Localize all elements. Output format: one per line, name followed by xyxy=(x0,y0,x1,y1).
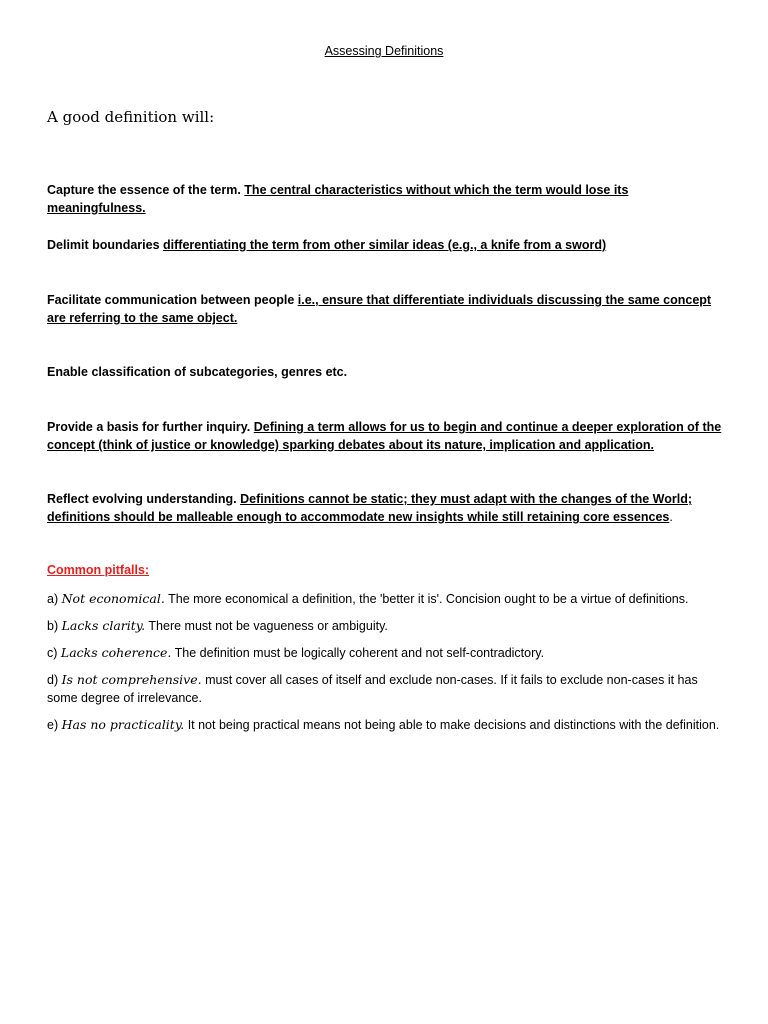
pitfall-letter: a) xyxy=(47,592,59,606)
pitfall-item xyxy=(47,671,727,707)
pitfall-letter: c) xyxy=(47,646,58,660)
criterion-inquiry xyxy=(47,418,727,454)
criterion-lead: Provide a basis for further inquiry. xyxy=(47,420,251,434)
pitfall-letter: e) xyxy=(47,718,59,732)
criterion-lead: Facilitate communication between people xyxy=(47,293,295,307)
pitfall-item xyxy=(47,617,727,635)
pitfall-text: It not being practical means not being able to make decisions and distinctions with the definition. xyxy=(187,718,720,732)
criterion-boundaries xyxy=(47,236,727,254)
pitfalls-heading: Common pitfalls: xyxy=(47,563,150,577)
criterion-detail: Definitions cannot be static; they must adapt with the changes of the World; definitions should be malleable enough to accommodate new insights while still retaining core essences xyxy=(47,492,692,524)
pitfall-letter: d) xyxy=(47,673,59,687)
criterion-detail: Defining a term allows for us to begin and continue a deeper exploration of the concept (think of justice or knowledge) sparking debates about its nature, implication and application. xyxy=(47,420,722,452)
pitfall-term: Has no practicality. xyxy=(61,717,185,732)
pitfall-letter: b) xyxy=(47,619,59,633)
criterion-essence xyxy=(47,181,727,217)
pitfall-item xyxy=(47,716,727,734)
document-title: Assessing Definitions xyxy=(324,44,444,58)
criterion-lead: Reflect evolving understanding. xyxy=(47,492,237,506)
pitfall-term: Is not comprehensive. xyxy=(61,672,202,687)
criterion-lead: Enable classification of subcategories, genres etc. xyxy=(47,365,348,379)
criterion-detail: differentiating the term from other similar ideas (e.g., a knife from a sword) xyxy=(163,238,607,252)
pitfall-text: There must not be vagueness or ambiguity. xyxy=(148,619,388,633)
criterion-evolving xyxy=(47,490,727,526)
pitfall-text: The more economical a definition, the 'better it is'. Concision ought to be a virtue of definitions. xyxy=(168,592,689,606)
criterion-detail: i.e., ensure that differentiate individuals discussing the same concept are referring to the same object. xyxy=(47,293,712,325)
pitfall-text: The definition must be logically coherent and not self-contradictory. xyxy=(174,646,545,660)
criterion-communication xyxy=(47,291,727,327)
pitfall-term: Lacks coherence. xyxy=(60,645,172,660)
pitfall-text: must cover all cases of itself and exclude non-cases. If it fails to exclude non-cases it has some degree of irrelevance. xyxy=(47,673,698,705)
criterion-detail: The central characteristics without which the term would lose its meaningfulness. xyxy=(47,183,629,215)
intro-heading: A good definition will: xyxy=(47,108,215,126)
pitfall-term: Not economical. xyxy=(61,591,165,606)
pitfall-item xyxy=(47,644,727,662)
pitfall-term: Lacks clarity. xyxy=(61,618,146,633)
criterion-lead: Delimit boundaries xyxy=(47,238,160,252)
pitfall-item xyxy=(47,590,727,608)
criterion-tail: . xyxy=(669,510,673,524)
criterion-classification xyxy=(47,363,727,381)
criterion-lead: Capture the essence of the term. xyxy=(47,183,241,197)
